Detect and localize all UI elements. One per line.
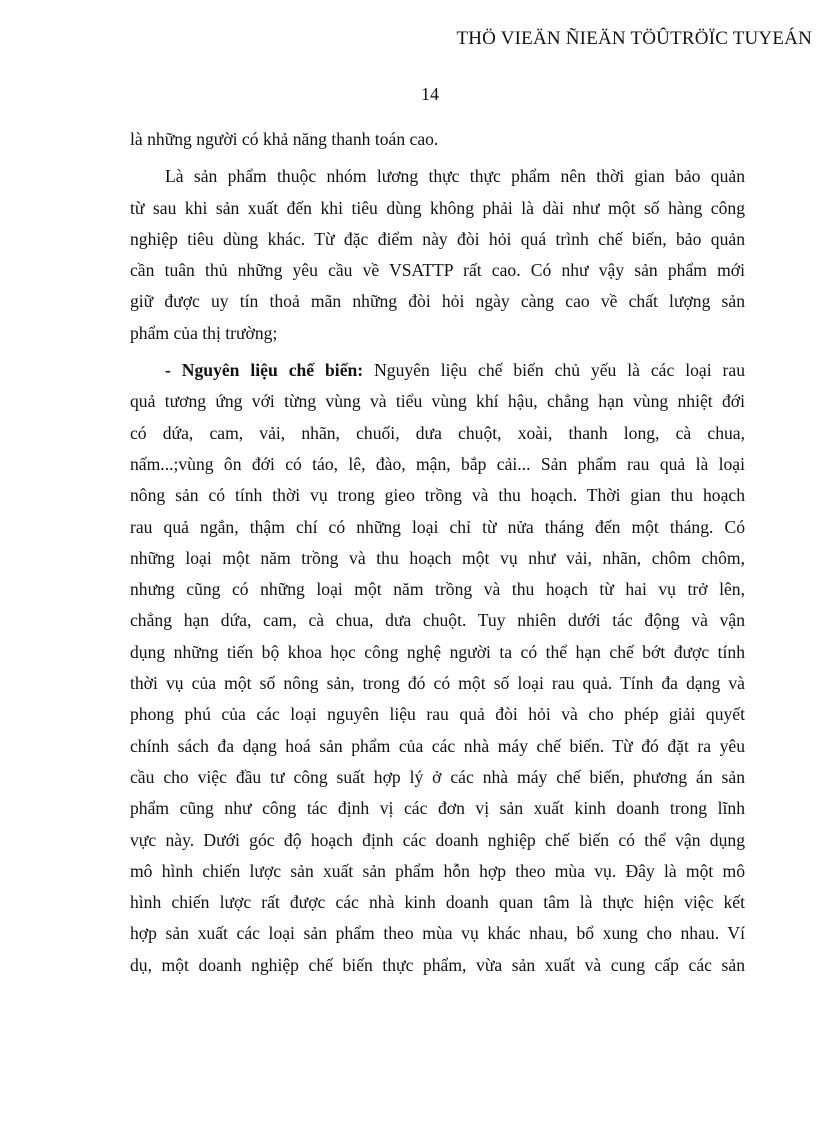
text-line	[130, 918, 745, 949]
paragraph	[130, 161, 745, 349]
line-text: hợp sản xuất các loại sản phẩm theo mùa vụ khác nhau, bổ xung cho nhau. Ví	[130, 923, 745, 944]
text-line	[130, 480, 745, 511]
text-line	[130, 386, 745, 417]
line-text: chính sách đa dạng hoá sản phẩm của các nhà máy chế biến. Từ đó đặt ra yêu	[130, 735, 745, 756]
paragraph	[130, 355, 745, 981]
line-text: nấm...;vùng ôn đới có táo, lê, đào, mận, bắp cải... Sản phẩm rau quả là loại	[130, 453, 745, 474]
text-line	[130, 731, 745, 762]
line-text: từ sau khi sản xuất đến khi tiêu dùng không phải là dài như một số hàng công	[130, 197, 745, 218]
paragraph	[130, 124, 745, 155]
text-line	[130, 793, 745, 824]
text-line	[130, 856, 745, 887]
text-line	[130, 318, 745, 349]
text-line	[130, 193, 745, 224]
running-header: THÖ VIEÄN ÑIEÄN TÖÛTRÖÏC TUYEÁN	[456, 28, 812, 49]
text-line	[130, 762, 745, 793]
line-text: Là sản phẩm thuộc nhóm lương thực thực phẩm nên thời gian bảo quản	[165, 166, 745, 187]
text-line	[130, 286, 745, 317]
text-line	[130, 255, 745, 286]
text-line	[130, 543, 745, 574]
text-line	[130, 887, 745, 918]
line-text: dụng những tiến bộ khoa học công nghệ người ta có thể hạn chế bớt được tính	[130, 641, 745, 662]
line-text: hình chiến lược rất được các nhà kinh doanh quan tâm là thực hiện việc kết	[130, 892, 745, 913]
line-text: phẩm cũng như công tác định vị các đơn vị sản xuất kinh doanh trong lĩnh	[130, 798, 745, 819]
line-text: những loại một năm trồng và thu hoạch một vụ như vải, nhãn, chôm chôm,	[130, 547, 745, 568]
line-text: vực này. Dưới góc độ hoạch định các doanh nghiệp chế biến có thể vận dụng	[130, 829, 745, 850]
bold-heading: - Nguyên liệu chế biến:	[165, 360, 364, 381]
line-text: giữ được uy tín thoả mãn những đòi hỏi ngày càng cao về chất lượng sản	[130, 291, 745, 312]
text-line	[130, 124, 745, 155]
line-text: cầu cho việc đầu tư công suất hợp lý ở các nhà máy chế biến, phương án sản	[130, 766, 745, 787]
line-text: dụ, một doanh nghiệp chế biến thực phẩm, vừa sản xuất và cung cấp các sản	[130, 954, 745, 975]
text-line	[130, 418, 745, 449]
text-line	[130, 699, 745, 730]
text-line	[130, 574, 745, 605]
text-line	[130, 161, 745, 192]
line-text: phong phú của các loại nguyên liệu rau quả đòi hỏi và cho phép giải quyết	[130, 704, 745, 725]
text-line	[130, 224, 745, 255]
line-text: quả tương ứng với từng vùng và tiểu vùng khí hậu, chẳng hạn vùng nhiệt đới	[130, 391, 745, 412]
text-line	[130, 668, 745, 699]
line-text: là những người có khả năng thanh toán cao.	[130, 129, 439, 149]
text-line	[130, 637, 745, 668]
line-text: phẩm của thị trường;	[130, 322, 278, 343]
line-text: nhưng cũng có những loại một năm trồng và thu hoạch từ hai vụ trở lên,	[130, 579, 745, 600]
page-number: 14	[421, 84, 439, 104]
text-line	[130, 825, 745, 856]
line-text: nông sản có tính thời vụ trong gieo trồng và thu hoạch. Thời gian thu hoạch	[130, 485, 745, 506]
line-text: thời vụ của một số nông sản, trong đó có một số loại rau quả. Tính đa dạng và	[130, 673, 745, 694]
document-body	[130, 124, 745, 987]
line-text: cần tuân thủ những yêu cầu về VSATTP rất cao. Có như vậy sản phẩm mới	[130, 260, 745, 281]
text-line	[130, 512, 745, 543]
line-text: có dứa, cam, vải, nhãn, chuối, dưa chuột, xoài, thanh long, cà chua,	[130, 422, 745, 443]
line-text: Nguyên liệu chế biến chủ yếu là các loại rau	[363, 360, 745, 381]
text-line	[130, 605, 745, 636]
text-line	[130, 355, 745, 386]
text-line	[130, 950, 745, 981]
line-text: chẳng hạn dứa, cam, cà chua, dưa chuột. Tuy nhiên dưới tác động và vận	[130, 610, 745, 631]
line-text: rau quả ngắn, thậm chí có những loại chỉ từ nửa tháng đến một tháng. Có	[130, 516, 745, 537]
text-line	[130, 449, 745, 480]
line-text: nghiệp tiêu dùng khác. Từ đặc điểm này đòi hỏi quá trình chế biến, bảo quản	[130, 228, 745, 249]
line-text: mô hình chiến lược sản xuất sản phẩm hỗn hợp theo mùa vụ. Đây là một mô	[130, 860, 745, 881]
